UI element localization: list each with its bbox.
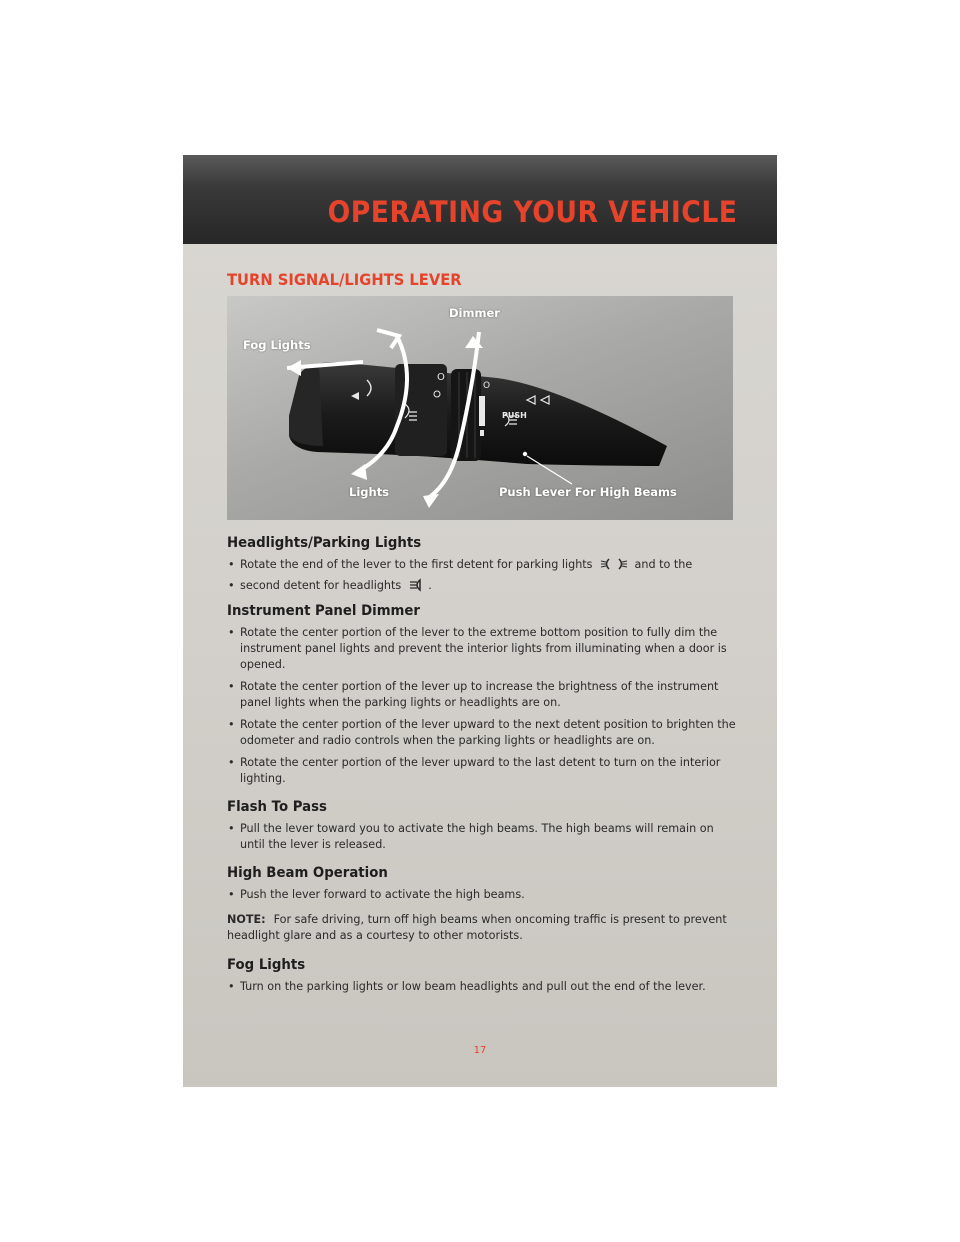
section-fog-lights — [227, 957, 737, 995]
parking-lights-icon — [600, 557, 628, 576]
header-banner — [183, 155, 777, 244]
list-item: • Push the lever forward to activate the high beams. — [227, 887, 737, 903]
list-item: • Rotate the center portion of the lever to the extreme bottom position to fully dim the instrument panel lights and prevent the interior lights from illuminating when a door is opened. — [227, 625, 737, 673]
note-text: For safe driving, turn off high beams when oncoming traffic is present to prevent headlight glare and as a courtesy to other motorists. — [227, 913, 727, 942]
note — [227, 912, 737, 944]
page-number: 17 — [473, 1045, 487, 1056]
heading-dimmer: Instrument Panel Dimmer — [227, 603, 420, 619]
lever-label-o-switch: O — [483, 381, 491, 391]
callout-dimmer: Dimmer — [449, 306, 500, 320]
heading-high-beam: High Beam Operation — [227, 865, 388, 881]
section-dimmer — [227, 603, 737, 787]
lever-end-cap — [289, 364, 323, 446]
list-item: • Rotate the center portion of the lever upward to the last detent to turn on the interior lighting. — [227, 755, 737, 787]
section-title: TURN SIGNAL/LIGHTS LEVER — [227, 270, 462, 289]
lever-label-push: PUSH — [502, 411, 527, 420]
section-high-beam — [227, 865, 737, 944]
section-headlights — [227, 535, 737, 597]
bullet-text: second detent for headlights — [240, 579, 402, 592]
list-item — [227, 557, 737, 576]
list-item: • Turn on the parking lights or low beam headlights and pull out the end of the lever. — [227, 979, 737, 995]
callout-fog-lights: Fog Lights — [243, 338, 311, 352]
headlights-icon — [408, 578, 426, 597]
bullet-text: Rotate the end of the lever to the first detent for parking lights — [240, 558, 593, 571]
callout-push-lever: Push Lever For High Beams — [499, 485, 677, 499]
lever-figure — [227, 296, 733, 520]
page-title: OPERATING YOUR VEHICLE — [327, 195, 737, 229]
heading-fog-lights: Fog Lights — [227, 957, 306, 973]
section-flash-to-pass — [227, 799, 737, 853]
list-item: • Rotate the center portion of the lever upward to the next detent position to brighten the odometer and radio controls when the parking lights or headlights are on. — [227, 717, 737, 749]
list-item: • Rotate the center portion of the lever up to increase the brightness of the instrument panel lights when the parking lights or headlights are on. — [227, 679, 737, 711]
heading-flash-to-pass: Flash To Pass — [227, 799, 327, 815]
callout-lights: Lights — [349, 485, 390, 499]
note-label: NOTE: — [227, 913, 266, 926]
manual-page — [183, 155, 777, 1087]
bullet-text: and to the — [634, 558, 693, 571]
list-item — [227, 578, 737, 597]
bullet-text: . — [428, 579, 432, 592]
lights-top-arrow — [377, 330, 399, 348]
lever-label-o-top: O — [437, 372, 445, 383]
dimmer-indicator — [479, 396, 485, 426]
heading-headlights: Headlights/Parking Lights — [227, 535, 422, 551]
list-item: • Pull the lever toward you to activate the high beams. The high beams will remain on until the lever is released. — [227, 821, 737, 853]
